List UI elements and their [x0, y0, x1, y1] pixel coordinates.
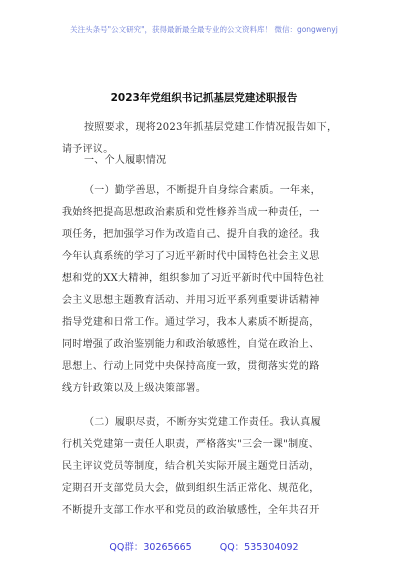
- section1-heading: [62, 150, 356, 172]
- paragraph-line: 会主义思想主题教育活动、并用习近平系列重要讲话精神: [62, 295, 320, 306]
- paragraph-2: [62, 412, 356, 522]
- paragraph-line: 我始终把提高思想政治素质和党性修养当成一种责任，一: [62, 207, 320, 218]
- paragraph-line: （二）履职尽责，不断夯实党建工作责任。我认真履: [84, 417, 321, 428]
- qq-group: QQ群：30265665: [109, 542, 192, 553]
- paragraph-line: 指导党建和日常工作。通过学习，我本人素质不断提高，: [62, 317, 320, 328]
- paragraph-line: 同时增强了政治鉴别能力和政治敏感性，自觉在政治上、: [62, 339, 320, 350]
- paragraph-line: 行机关党建第一责任人职责，严格落实"三会一课"制度、: [62, 439, 319, 450]
- intro-line: 请予评议。: [62, 144, 114, 155]
- paragraph-line: 不断提升支部工作水平和党员的政治敏感性，全年共召开: [62, 505, 320, 516]
- footer-contact: [0, 539, 408, 553]
- section-heading-text: 一、个人履职情况: [84, 155, 167, 166]
- paragraph-line: 民主评议党员等制度，结合机关实际开展主题党日活动，: [62, 461, 320, 472]
- paragraph-line: 项任务，把加强学习作为改造自己、提升自我的途径。我: [62, 229, 320, 240]
- paragraph-1: [62, 180, 356, 400]
- paragraph-line: 定期召开支部党员大会，做到组织生活正常化、规范化，: [62, 483, 320, 494]
- document-title: 2023年党组织书记抓基层党建述职报告: [110, 92, 298, 104]
- paragraph-line: 想和党的XX大精神，组织参加了习近平新时代中国特色社: [62, 273, 325, 284]
- top-banner: 关注头条号"公文研究"，获得最新最全最专业的公文资料库！ 微信：gongwenyj: [70, 25, 338, 34]
- paragraph-line: （一）勤学善思，不断提升自身综合素质。一年来，: [84, 185, 321, 196]
- paragraph-line: 思想上、行动上同党中央保持高度一致，贯彻落实党的路: [62, 361, 320, 372]
- paragraph-line: 线方针政策以及上级决策部署。: [62, 383, 207, 394]
- qq-number: QQ：535304092: [219, 542, 299, 553]
- intro-line: 按照要求，现将2023年抓基层党建工作情况报告如下，: [84, 122, 338, 133]
- paragraph-line: 今年认真系统的学习了习近平新时代中国特色社会主义思: [62, 251, 320, 262]
